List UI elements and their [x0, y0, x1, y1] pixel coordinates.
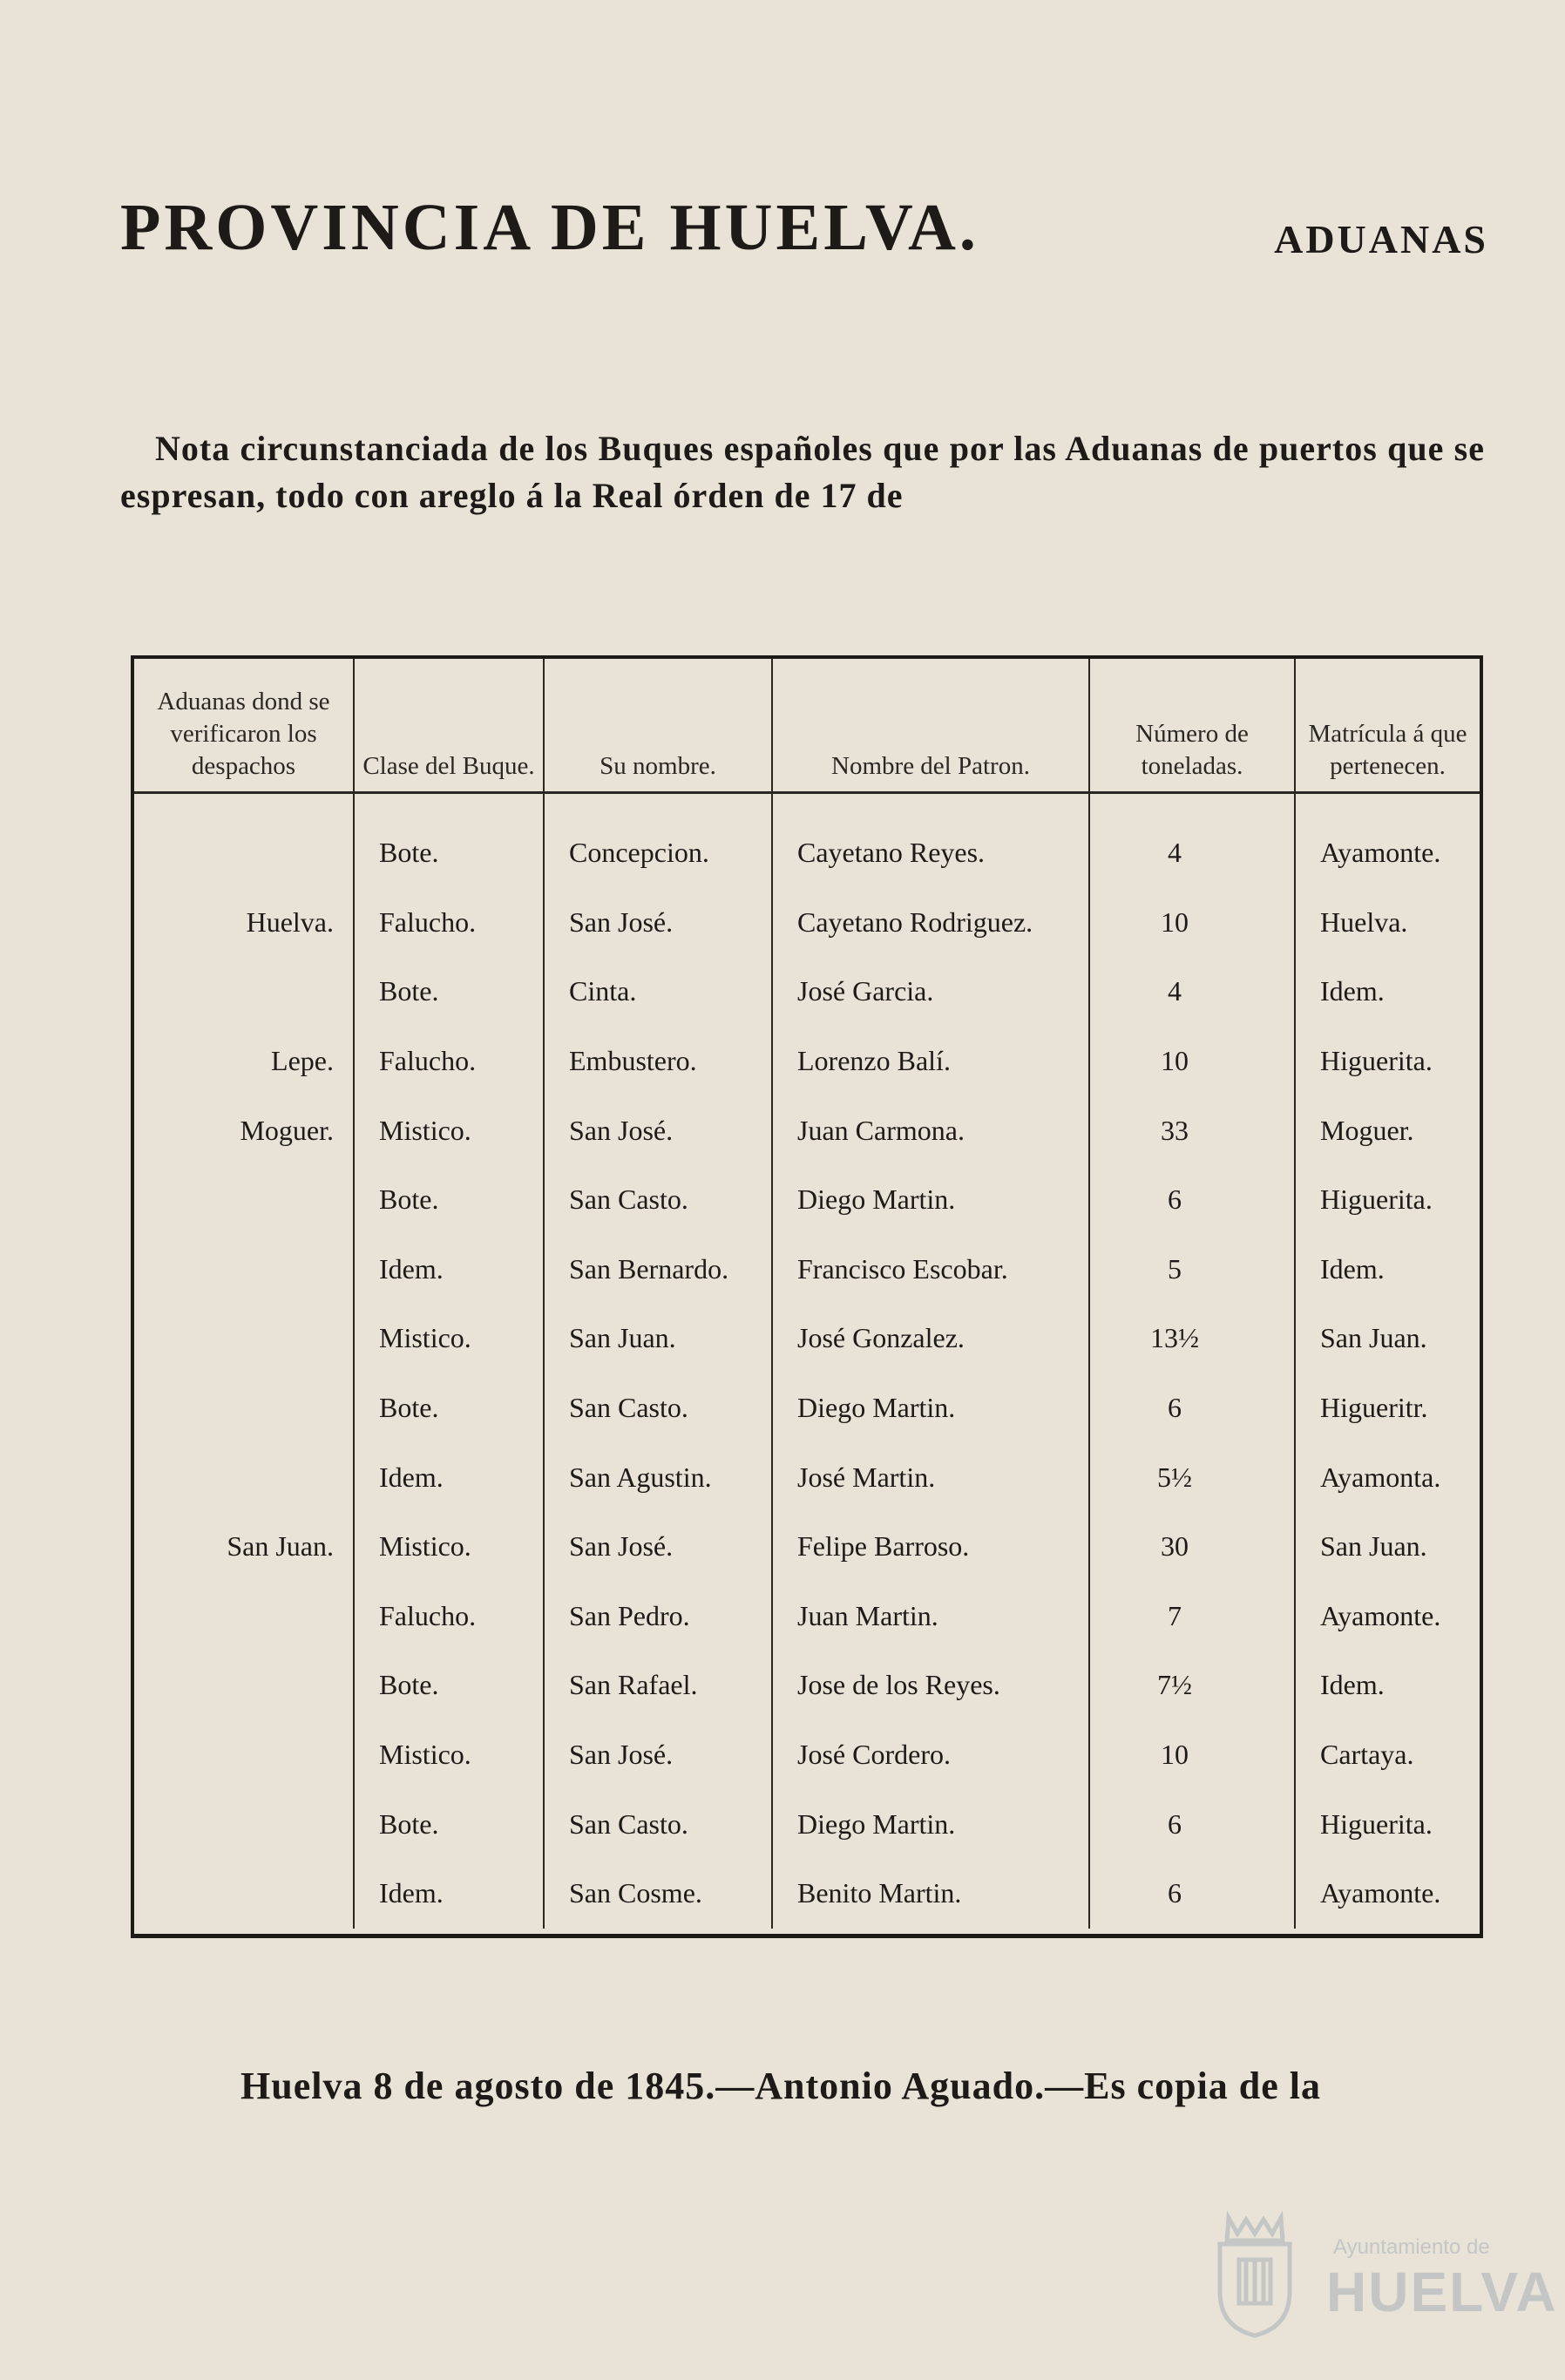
table-row — [134, 1027, 1480, 1096]
cell-aduana — [134, 1165, 354, 1235]
footer-signature: Huelva 8 de agosto de 1845.—Antonio Aguado.—Es copia de la — [241, 2065, 1322, 2107]
cell-matricula: Ayamonte. — [1295, 1859, 1480, 1929]
cell-matricula: Ayamonte. — [1295, 1582, 1480, 1651]
cell-clase: Bote. — [354, 1373, 544, 1443]
cell-matricula: Huelva. — [1295, 888, 1480, 958]
ships-table-frame — [131, 655, 1483, 1938]
cell-clase: Idem. — [354, 1235, 544, 1305]
table-row — [134, 793, 1480, 888]
watermark-big-text: HUELVA — [1326, 2261, 1558, 2323]
cell-matricula: Idem. — [1295, 1235, 1480, 1305]
cell-matricula: Higuerita. — [1295, 1789, 1480, 1859]
cell-toneladas: 10 — [1089, 1720, 1295, 1790]
column-header-patron: Nombre del Patron. — [772, 659, 1089, 793]
cell-patron: Juan Carmona. — [772, 1095, 1089, 1165]
cell-aduana: Moguer. — [240, 1114, 334, 1146]
cell-aduana — [134, 1720, 354, 1790]
cell-patron: José Gonzalez. — [772, 1304, 1089, 1373]
cell-clase: Falucho. — [354, 888, 544, 958]
cell-patron: Jose de los Reyes. — [772, 1651, 1089, 1720]
cell-nombre: San José. — [544, 1512, 772, 1582]
cell-patron: Felipe Barroso. — [772, 1512, 1089, 1582]
cell-toneladas: 6 — [1089, 1859, 1295, 1929]
cell-clase: Falucho. — [354, 1027, 544, 1096]
table-row — [134, 1582, 1480, 1651]
cell-patron: Cayetano Reyes. — [772, 793, 1089, 888]
cell-aduana — [134, 793, 354, 888]
cell-toneladas: 7 — [1089, 1582, 1295, 1651]
cell-clase: Mistico. — [354, 1720, 544, 1790]
cell-nombre: San José. — [544, 1095, 772, 1165]
cell-matricula: San Juan. — [1295, 1512, 1480, 1582]
cell-patron: Benito Martin. — [772, 1859, 1089, 1929]
table-row — [134, 1442, 1480, 1512]
table-row — [134, 1165, 1480, 1235]
cell-toneladas: 7½ — [1089, 1651, 1295, 1720]
cell-toneladas: 33 — [1089, 1095, 1295, 1165]
cell-toneladas: 5½ — [1089, 1442, 1295, 1512]
table-row — [134, 1651, 1480, 1720]
cell-clase: Bote. — [354, 1165, 544, 1235]
cell-toneladas: 4 — [1089, 793, 1295, 888]
intro-paragraph: Nota circunstanciada de los Buques españoles que por las Aduanas de puertos que se espresan, todo con areglo á la Real órden de 17 de — [120, 429, 1485, 515]
cell-matricula: Higuerita. — [1295, 1165, 1480, 1235]
column-header-aduana: Aduanas dond se verificaron los despachos — [134, 659, 354, 793]
cell-aduana — [134, 1789, 354, 1859]
page-title: PROVINCIA DE HUELVA. — [120, 191, 979, 264]
table-row — [134, 957, 1480, 1027]
column-header-clase: Clase del Buque. — [354, 659, 544, 793]
cell-matricula: Moguer. — [1295, 1095, 1480, 1165]
table-row — [134, 1720, 1480, 1790]
cell-nombre: San Bernardo. — [544, 1235, 772, 1305]
cell-clase: Falucho. — [354, 1582, 544, 1651]
table-row — [134, 1235, 1480, 1305]
cell-clase: Idem. — [354, 1859, 544, 1929]
table-row — [134, 888, 1480, 958]
table-row — [134, 1789, 1480, 1859]
cell-aduana — [134, 1859, 354, 1929]
coat-of-arms-icon — [1203, 2209, 1307, 2340]
cell-nombre: San Cosme. — [544, 1859, 772, 1929]
table-header-row — [134, 659, 1480, 793]
cell-matricula: Ayamonte. — [1295, 793, 1480, 888]
cell-clase: Mistico. — [354, 1095, 544, 1165]
cell-toneladas: 6 — [1089, 1165, 1295, 1235]
cell-matricula: San Juan. — [1295, 1304, 1480, 1373]
cell-patron: Cayetano Rodriguez. — [772, 888, 1089, 958]
cell-aduana — [134, 1651, 354, 1720]
cell-nombre: San Casto. — [544, 1373, 772, 1443]
cell-patron: Diego Martin. — [772, 1789, 1089, 1859]
table-row — [134, 1095, 1480, 1165]
cell-nombre: San Pedro. — [544, 1582, 772, 1651]
column-header-nombre: Su nombre. — [544, 659, 772, 793]
cell-clase: Bote. — [354, 793, 544, 888]
cell-patron: José Cordero. — [772, 1720, 1089, 1790]
cell-patron: José Garcia. — [772, 957, 1089, 1027]
cell-patron: José Martin. — [772, 1442, 1089, 1512]
cell-toneladas: 13½ — [1089, 1304, 1295, 1373]
cell-nombre: San Rafael. — [544, 1651, 772, 1720]
table-row — [134, 1304, 1480, 1373]
cell-nombre: Cinta. — [544, 957, 772, 1027]
cell-patron: Diego Martin. — [772, 1373, 1089, 1443]
cell-toneladas: 6 — [1089, 1373, 1295, 1443]
cell-patron: Francisco Escobar. — [772, 1235, 1089, 1305]
cell-toneladas: 4 — [1089, 957, 1295, 1027]
cell-toneladas: 30 — [1089, 1512, 1295, 1582]
column-header-toneladas: Número de toneladas. — [1089, 659, 1295, 793]
cell-nombre: Embustero. — [544, 1027, 772, 1096]
cell-toneladas: 10 — [1089, 1027, 1295, 1096]
cell-clase: Bote. — [354, 1651, 544, 1720]
cell-matricula: Higuerita. — [1295, 1027, 1480, 1096]
cell-matricula: Cartaya. — [1295, 1720, 1480, 1790]
cell-aduana — [134, 1442, 354, 1512]
watermark-small-text: Ayuntamiento de — [1333, 2235, 1490, 2259]
cell-clase: Mistico. — [354, 1304, 544, 1373]
table-row — [134, 1373, 1480, 1443]
cell-toneladas: 6 — [1089, 1789, 1295, 1859]
cell-clase: Idem. — [354, 1442, 544, 1512]
ships-table — [134, 659, 1480, 1929]
cell-aduana — [134, 1582, 354, 1651]
table-row — [134, 1859, 1480, 1929]
cell-aduana — [134, 1373, 354, 1443]
section-heading: ADUANAS — [1274, 217, 1488, 261]
cell-matricula: Higueritr. — [1295, 1373, 1480, 1443]
cell-clase: Mistico. — [354, 1512, 544, 1582]
cell-matricula: Idem. — [1295, 1651, 1480, 1720]
cell-nombre: San Agustin. — [544, 1442, 772, 1512]
cell-matricula: Ayamonta. — [1295, 1442, 1480, 1512]
cell-toneladas: 10 — [1089, 888, 1295, 958]
cell-matricula: Idem. — [1295, 957, 1480, 1027]
cell-patron: Lorenzo Balí. — [772, 1027, 1089, 1096]
cell-nombre: San Casto. — [544, 1165, 772, 1235]
cell-aduana — [134, 1304, 354, 1373]
watermark-logo — [1203, 2209, 1558, 2340]
cell-nombre: San José. — [544, 1720, 772, 1790]
cell-aduana — [134, 1235, 354, 1305]
table-body — [134, 793, 1480, 1929]
cell-nombre: San Casto. — [544, 1789, 772, 1859]
cell-patron: Diego Martin. — [772, 1165, 1089, 1235]
cell-aduana — [134, 957, 354, 1027]
cell-clase: Bote. — [354, 957, 544, 1027]
cell-nombre: San José. — [544, 888, 772, 958]
cell-patron: Juan Martin. — [772, 1582, 1089, 1651]
cell-aduana: Huelva. — [246, 905, 334, 938]
cell-aduana: San Juan. — [227, 1530, 334, 1563]
cell-toneladas: 5 — [1089, 1235, 1295, 1305]
cell-clase: Bote. — [354, 1789, 544, 1859]
cell-nombre: Concepcion. — [544, 793, 772, 888]
table-row — [134, 1512, 1480, 1582]
cell-aduana: Lepe. — [271, 1045, 334, 1077]
column-header-matricula: Matrícula á que pertenecen. — [1295, 659, 1480, 793]
cell-nombre: San Juan. — [544, 1304, 772, 1373]
